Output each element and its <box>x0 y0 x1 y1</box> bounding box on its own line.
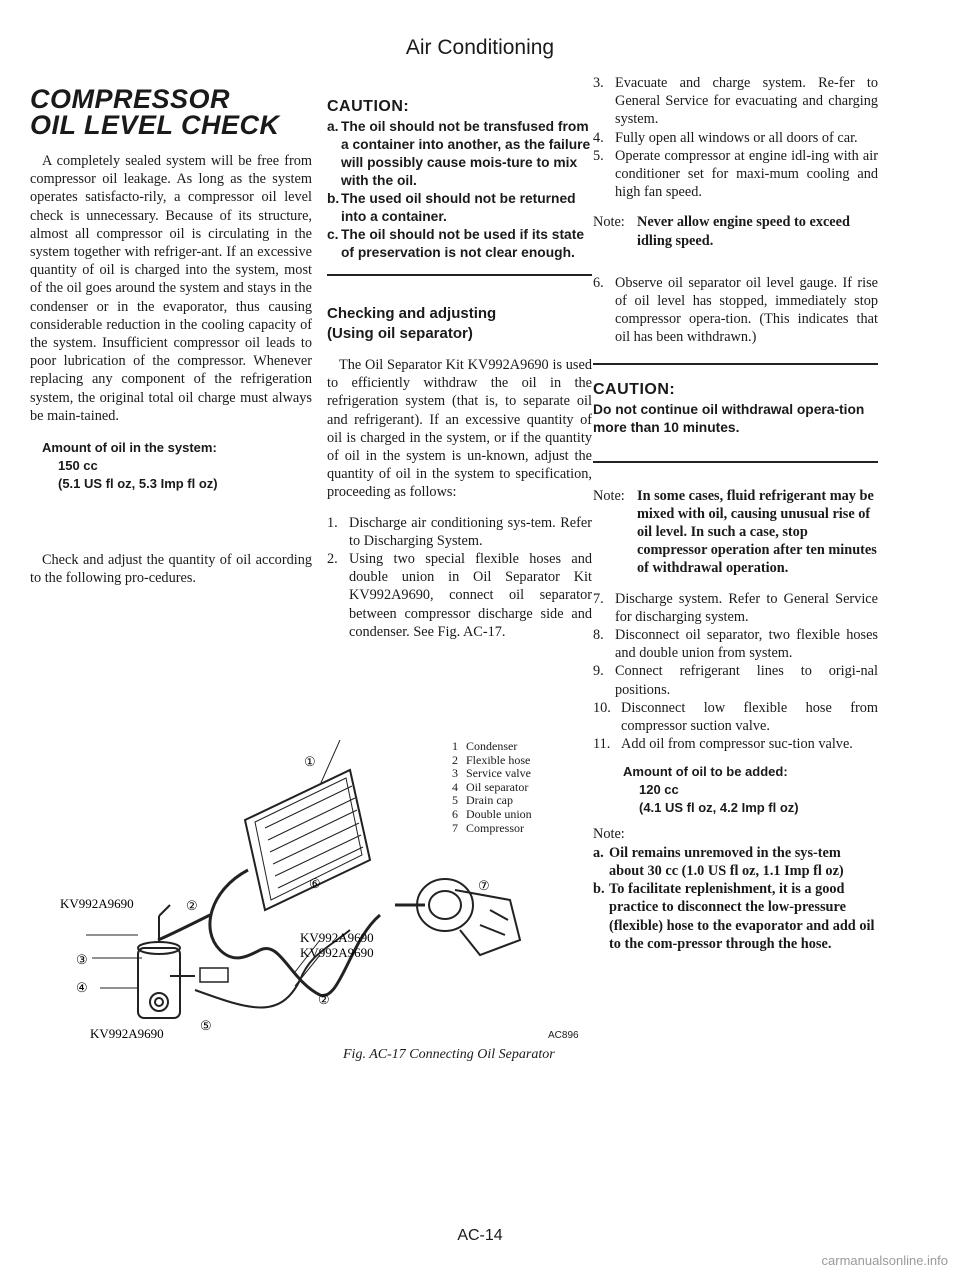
caution-item-text: The oil should not be used if its state of preservation is not clear enough. <box>341 227 584 260</box>
caution-item <box>327 118 592 190</box>
oil-separator-diagram <box>50 740 590 1040</box>
oil-added-value: 120 cc <box>639 782 679 798</box>
step-item: 4. Fully open all windows or all doors of car. <box>593 129 858 146</box>
caution-list <box>327 118 592 262</box>
legend-item: 1 Condenser <box>452 739 518 753</box>
callout-4: ④ <box>76 980 88 995</box>
step-item: 8. Disconnect oil separator, two flexible hoses and double union from system. <box>593 627 878 662</box>
step-text: Discharge air conditioning sys-tem. Refer to Discharging System. <box>349 514 592 549</box>
step-item: 7. Discharge system. Refer to General Service for discharging system. <box>593 590 878 625</box>
note-1: Note: Never allow engine speed to exceed idling speed. <box>593 214 850 249</box>
divider <box>327 274 592 276</box>
compressor-icon <box>395 879 520 955</box>
divider <box>593 363 878 365</box>
caution-text-right: Do not continue oil withdrawal opera-tion more than 10 minutes. <box>593 401 865 435</box>
divider <box>593 461 878 463</box>
caution-item <box>327 226 592 262</box>
page-number: AC-14 <box>457 1227 503 1244</box>
oil-separator-icon <box>138 905 228 1018</box>
note-2: Note: In some cases, fluid refrigerant may be mixed with oil, causing unusual rise of oil level. In such a case, stop compressor operation after ten minutes of withdrawal operation. <box>593 487 877 577</box>
section-heading-line1: COMPRESSOR <box>30 84 231 114</box>
caution-item-label: b. <box>327 191 340 206</box>
callout-1: ① <box>304 754 316 769</box>
step-item: 11. Add oil from compressor suc-tion valve. <box>593 736 853 753</box>
caution-item <box>327 190 592 226</box>
check-paragraph: Check and adjust the quantity of oil according to the following pro-cedures. <box>30 552 312 587</box>
step-number: 1. <box>327 514 338 531</box>
column-left <box>30 86 312 599</box>
caution-item-text: The used oil should not be returned into a container. <box>341 191 576 224</box>
legend-item: 5 Drain cap <box>452 793 513 808</box>
oil-amount-label: Amount of oil in the system: <box>42 440 217 456</box>
tool-label: KV992A9690 <box>60 896 134 911</box>
callout-2: ② <box>186 898 198 913</box>
callout-6: ⑥ <box>309 876 321 891</box>
callout-2-lower: ② <box>318 992 330 1007</box>
caution-item-label: a. <box>327 119 339 134</box>
subsection-heading-line1: Checking and adjusting <box>327 305 497 322</box>
watermark: carmanualsonline.info <box>821 1253 948 1268</box>
tool-label: KV992A9690 <box>300 945 374 960</box>
step-item: 10. Disconnect low flexible hose from compressor suction valve. <box>593 699 878 735</box>
oil-amount-value: 150 cc <box>58 458 98 474</box>
tool-label: KV992A9690 <box>90 1026 164 1040</box>
separator-paragraph: The Oil Separator Kit KV992A9690 is used to efficiently withdraw the oil in the refrigeration system (that is, to separate oil and refrigerant). If an excessive quantity of oil is charged in the system, or if the quantity of oil in the system is un-known, adjust the quantity of oil in the system to specification, proceeding as follows: <box>327 357 592 501</box>
caution-title: CAUTION: <box>327 98 410 115</box>
legend-item: 6 Double union <box>452 806 532 821</box>
oil-added-block <box>593 763 878 817</box>
note-3: Note: a. Oil remains unremoved in the sys-tem about 30 cc (1.0 US fl oz, 1.1 Imp fl oz) b. To facilitate replenishment, it is a good practice to disconnect the low-pressure (flexible) hose to the evaporator and add oil to the com-pressor through the hose. <box>593 825 878 952</box>
oil-added-sub: (4.1 US fl oz, 4.2 Imp fl oz) <box>639 800 799 816</box>
steps-list <box>593 590 878 754</box>
note-item: b. To facilitate replenishment, it is a good practice to disconnect the low-pressure (flexible) hose to the evaporator and add oil to the com-pressor through the hose. <box>593 881 875 952</box>
caution-item-label: c. <box>327 227 339 242</box>
tool-label: KV992A9690 <box>300 930 374 945</box>
legend-item: 3 Service valve <box>452 766 531 781</box>
step-item: 5. Operate compressor at engine idl-ing with air conditioner set for maxi-mum cooling and high fan speed. <box>593 147 878 201</box>
note-item: a. Oil remains unremoved in the sys-tem about 30 cc (1.0 US fl oz, 1.1 Imp fl oz) <box>593 844 844 879</box>
figure-code: AC896 <box>548 1030 579 1041</box>
column-middle <box>327 98 592 641</box>
caution-item-text: The oil should not be transfused from a container into another, as the failure will possibly cause mois-ture to mix with the oil. <box>341 119 591 188</box>
step-text: Using two special flexible hoses and double union in Oil Separator Kit KV992A9690, connect oil separator between compressor discharge side and condenser. See Fig. AC-17. <box>349 551 592 640</box>
oil-amount-block <box>30 439 312 493</box>
step-item <box>327 514 592 550</box>
caution-title-right: CAUTION: <box>593 380 676 398</box>
legend-item: 2 Flexible hose <box>452 752 531 767</box>
column-right <box>593 74 878 953</box>
step-item <box>327 550 592 641</box>
oil-added-label: Amount of oil to be added: <box>623 764 788 780</box>
oil-amount-sub: (5.1 US fl oz, 5.3 Imp fl oz) <box>58 476 218 492</box>
callout-3: ③ <box>76 952 88 967</box>
step-item: 3. Evacuate and charge system. Re-fer to General Service for evacuating and charging system. <box>593 75 878 128</box>
step-item: 9. Connect refrigerant lines to origi-nal positions. <box>593 663 878 698</box>
callout-5: ⑤ <box>200 1018 212 1033</box>
step-item: 6. Observe oil separator oil level gauge. If rise of oil level has stopped, immediately stop compressor opera-tion. (This indicates that oil has been withdrawn.) <box>593 274 878 346</box>
step-number: 2. <box>327 551 338 568</box>
legend-item: 7 Compressor <box>452 820 524 835</box>
page-header: Air Conditioning <box>405 36 555 59</box>
subsection-heading-line2: (Using oil separator) <box>327 325 473 342</box>
intro-paragraph: A completely sealed system will be free from compressor oil leakage. As long as the system operates satisfacto-rily, a compressor oil level check is unnecessary. Because of its structure, almost all compressor oil is circulating in the system together with refriger-ant. If an excessive quantity of oil is charged into the system, most of the oil goes around the system and stays in the condenser or in the evaporator, thus causing considerable reduction in the cooling capacity of the system. Insufficient compressor oil leads to poor lubrication of the compressor. Whenever replacing any component of the refrigeration system, the original total oil charge must always be main-tained. <box>30 153 312 424</box>
callout-7: ⑦ <box>478 878 490 893</box>
legend-item: 4 Oil separator <box>452 779 529 794</box>
section-heading-line2: OIL LEVEL CHECK <box>30 110 280 140</box>
figure-caption: Fig. AC-17 Connecting Oil Separator <box>343 1047 555 1062</box>
